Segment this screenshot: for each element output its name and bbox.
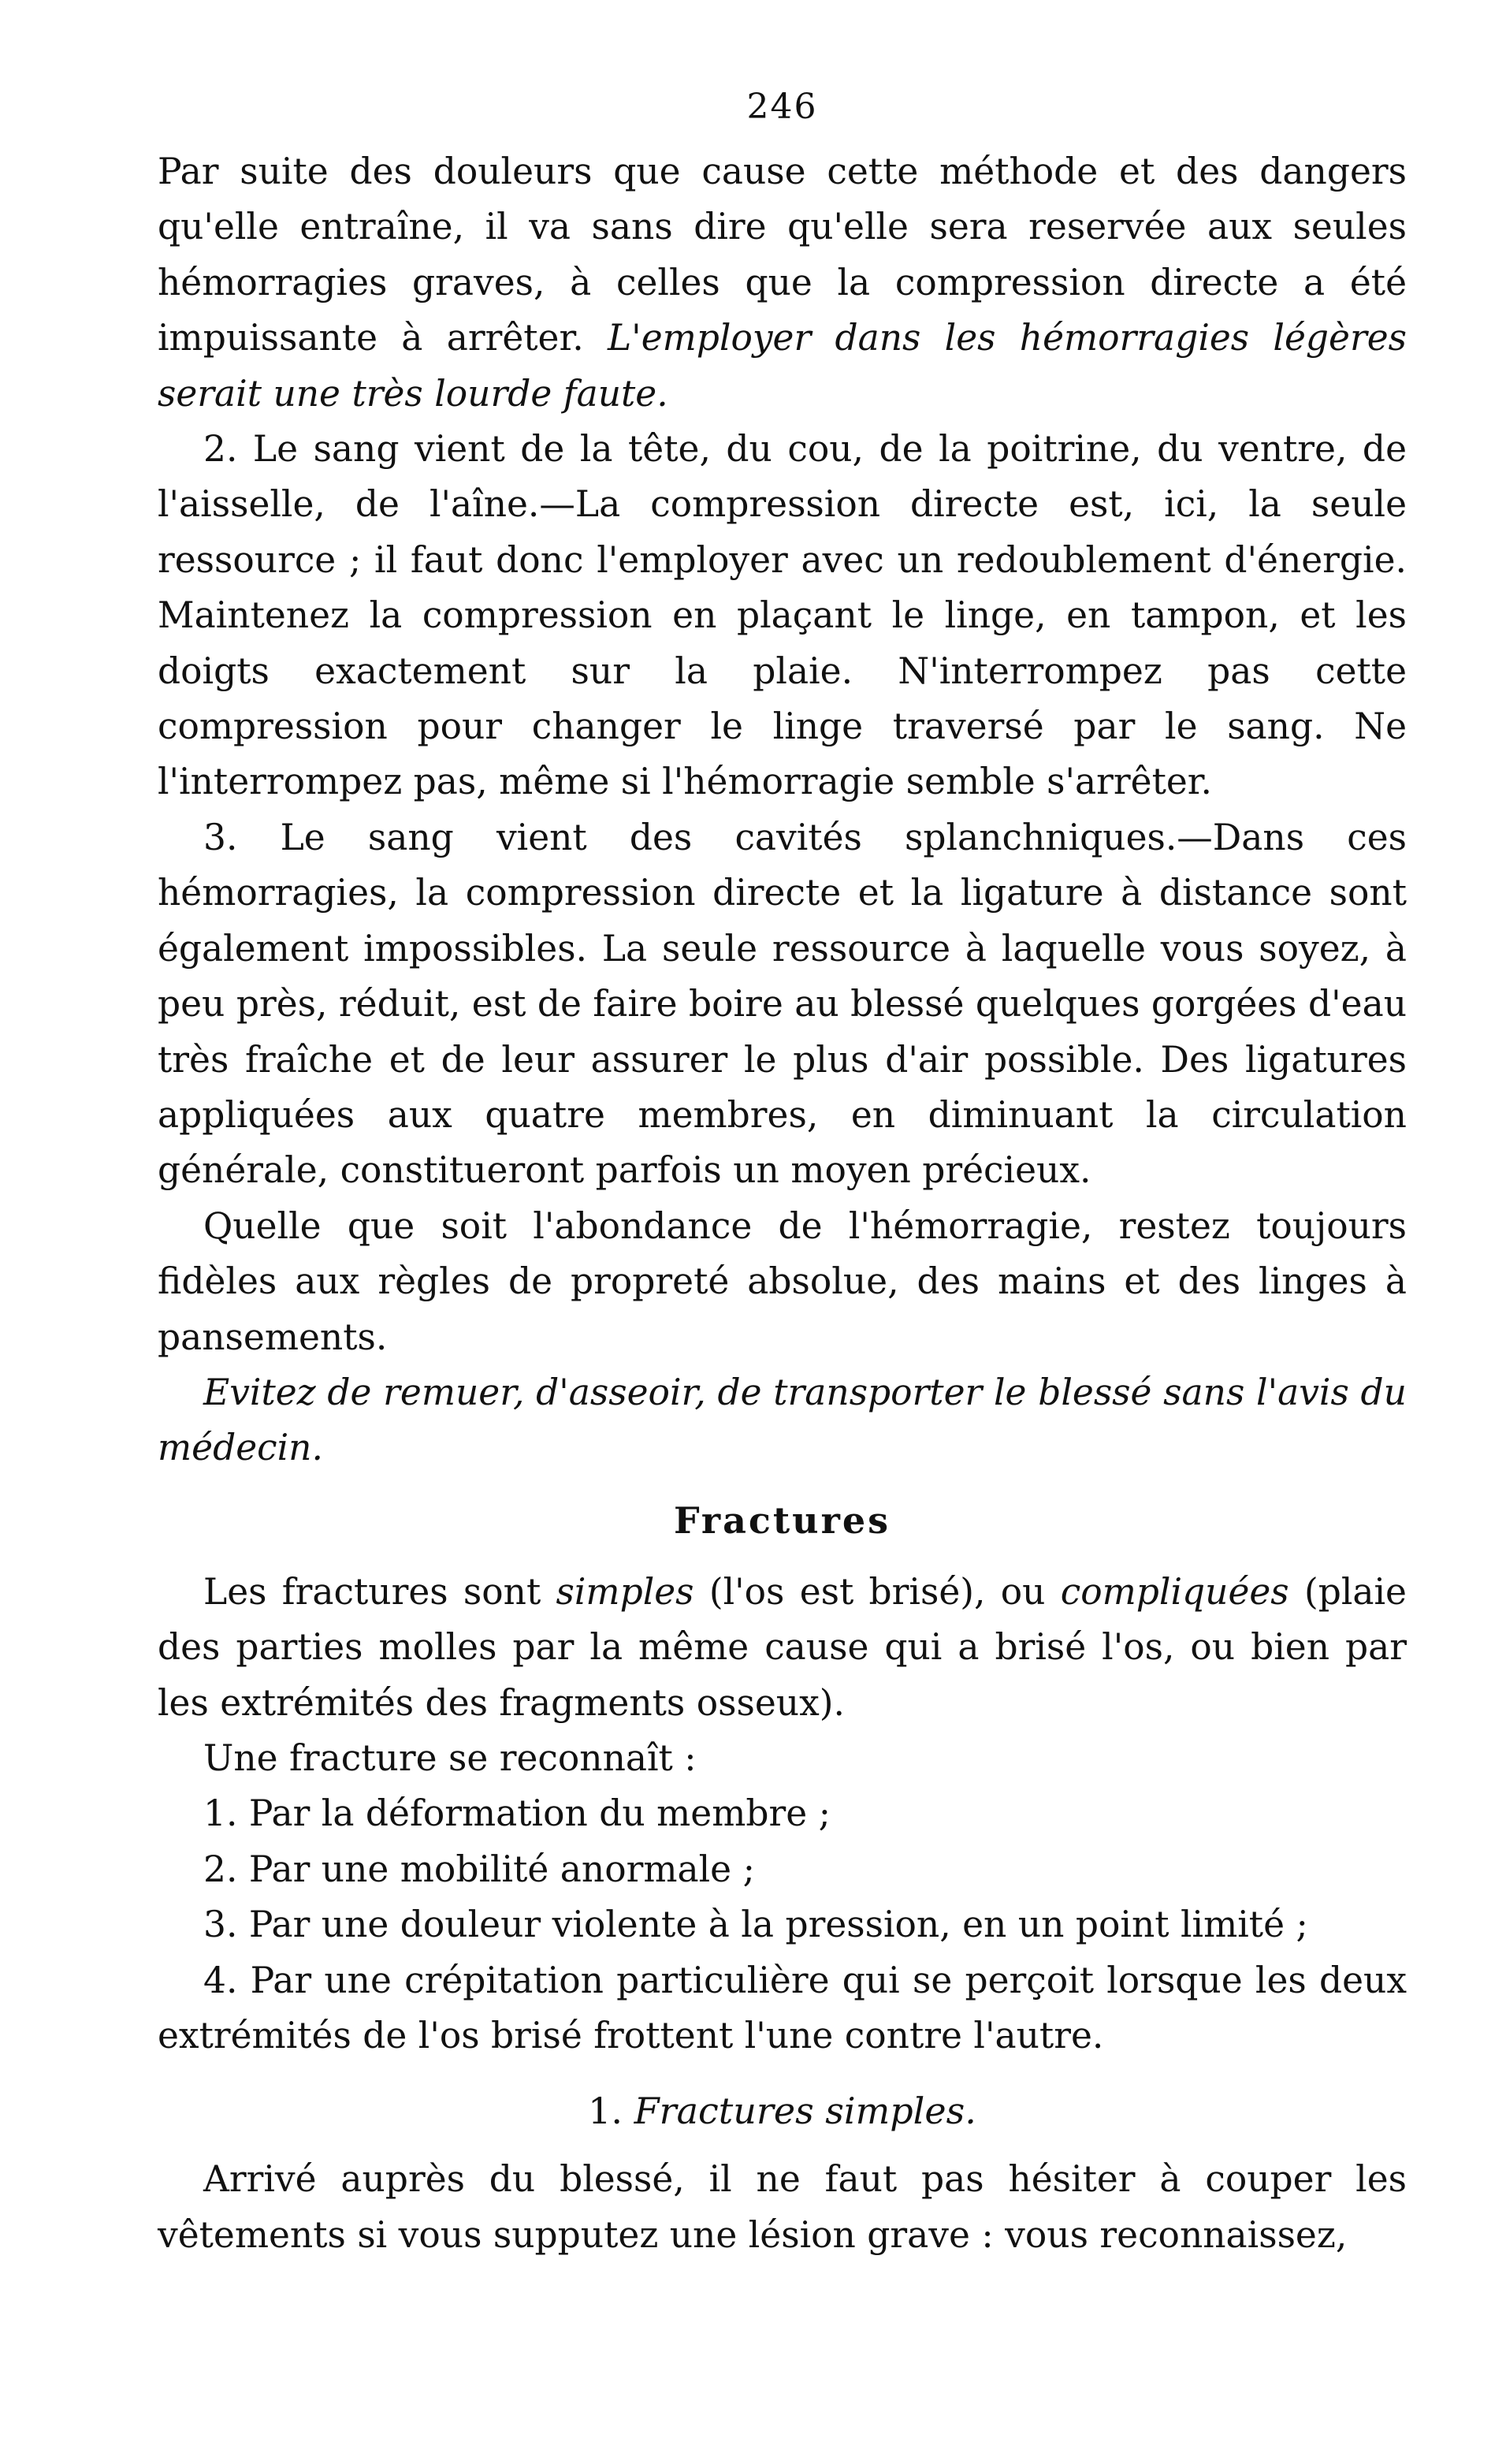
- paragraph-point-3: 3. Le sang vient des cavités splanchniques.—Dans ces hémorragies, la compression directe et la ligature à distance sont également impossibles. La seule ressource à laquelle vous soyez, à peu près, réduit, est de faire boire au blessé quelques gorgées d'eau très fraîche et de leur assurer le plus d'air possible. Des ligatures appliquées aux quatre membres, en diminuant la circulation générale, constitueront parfois un moyen précieux.: [158, 816, 1407, 1192]
- text-segment: Les fractures sont: [203, 1570, 556, 1613]
- paragraph-text: Par suite des douleurs que cause cette méthode et des dangers qu'elle entraîne, il va sans dire qu'elle sera reservée aux seules hémorragies graves, à celles que la compression directe a été impuissante à arrêter.: [158, 151, 1407, 359]
- term-compliquees: compliquées: [1060, 1570, 1289, 1613]
- term-simples: simples: [556, 1570, 694, 1613]
- paragraph-point-2: 2. Le sang vient de la tête, du cou, de la poitrine, du ventre, de l'aisselle, de l'aîne.—La compression directe est, ici, la seule ressource ; il faut donc l'employer avec un redoublement d'énergie. Maintenez la compression en plaçant le linge, en tampon, et les doigts exactement sur la plaie. N'interrompez pas cette compression pour changer le linge traversé par le sang. Ne l'interrompez pas, même si l'hémorragie semble s'arrêter.: [158, 428, 1407, 803]
- list-item-pain: 3. Par une douleur violente à la pression, en un point limité ;: [203, 1904, 1308, 1946]
- subheading-number: 1.: [588, 2090, 634, 2133]
- paragraph-recognition-intro: Une fracture se reconnaît :: [203, 1736, 697, 1779]
- section-heading-fractures: Fractures: [674, 1498, 891, 1542]
- page-number: 246: [746, 87, 818, 127]
- text-segment: (l'os est brisé), ou: [694, 1570, 1061, 1613]
- paragraph-do-not-move: Evitez de remuer, d'asseoir, de transporter le blessé sans l'avis du médecin.: [158, 1371, 1407, 1469]
- italic-warning: L'employer dans les hémorragies légères serait une très lourde faute.: [158, 317, 1407, 415]
- book-page: [158, 87, 1407, 2263]
- subheading-title: Fractures simples.: [634, 2090, 976, 2133]
- text-segment: (plaie des parties molles par la même cause qui a brisé l'os, ou bien par les extrémités des fragments osseux).: [158, 1570, 1407, 1724]
- paragraph-fracture-types: [158, 1565, 1407, 1731]
- list-item-crepitation: 4. Par une crépitation particulière qui se perçoit lorsque les deux extrémités de l'os brisé frottent l'une contre l'autre.: [158, 1959, 1407, 2056]
- paragraph-hemorrhage-method: [158, 144, 1407, 422]
- paragraph-arrival: Arrivé auprès du blessé, il ne faut pas hésiter à couper les vêtements si vous supputez une lésion grave : vous reconnaissez,: [158, 2158, 1407, 2256]
- list-item-deformation: 1. Par la déformation du membre ;: [203, 1792, 831, 1835]
- subheading-simple-fractures: [158, 2087, 1407, 2135]
- list-item-mobility: 2. Par une mobilité anormale ;: [203, 1848, 755, 1890]
- paragraph-cleanliness: Quelle que soit l'abondance de l'hémorragie, restez toujours fidèles aux règles de propreté absolue, des mains et des linges à pansements.: [158, 1204, 1407, 1358]
